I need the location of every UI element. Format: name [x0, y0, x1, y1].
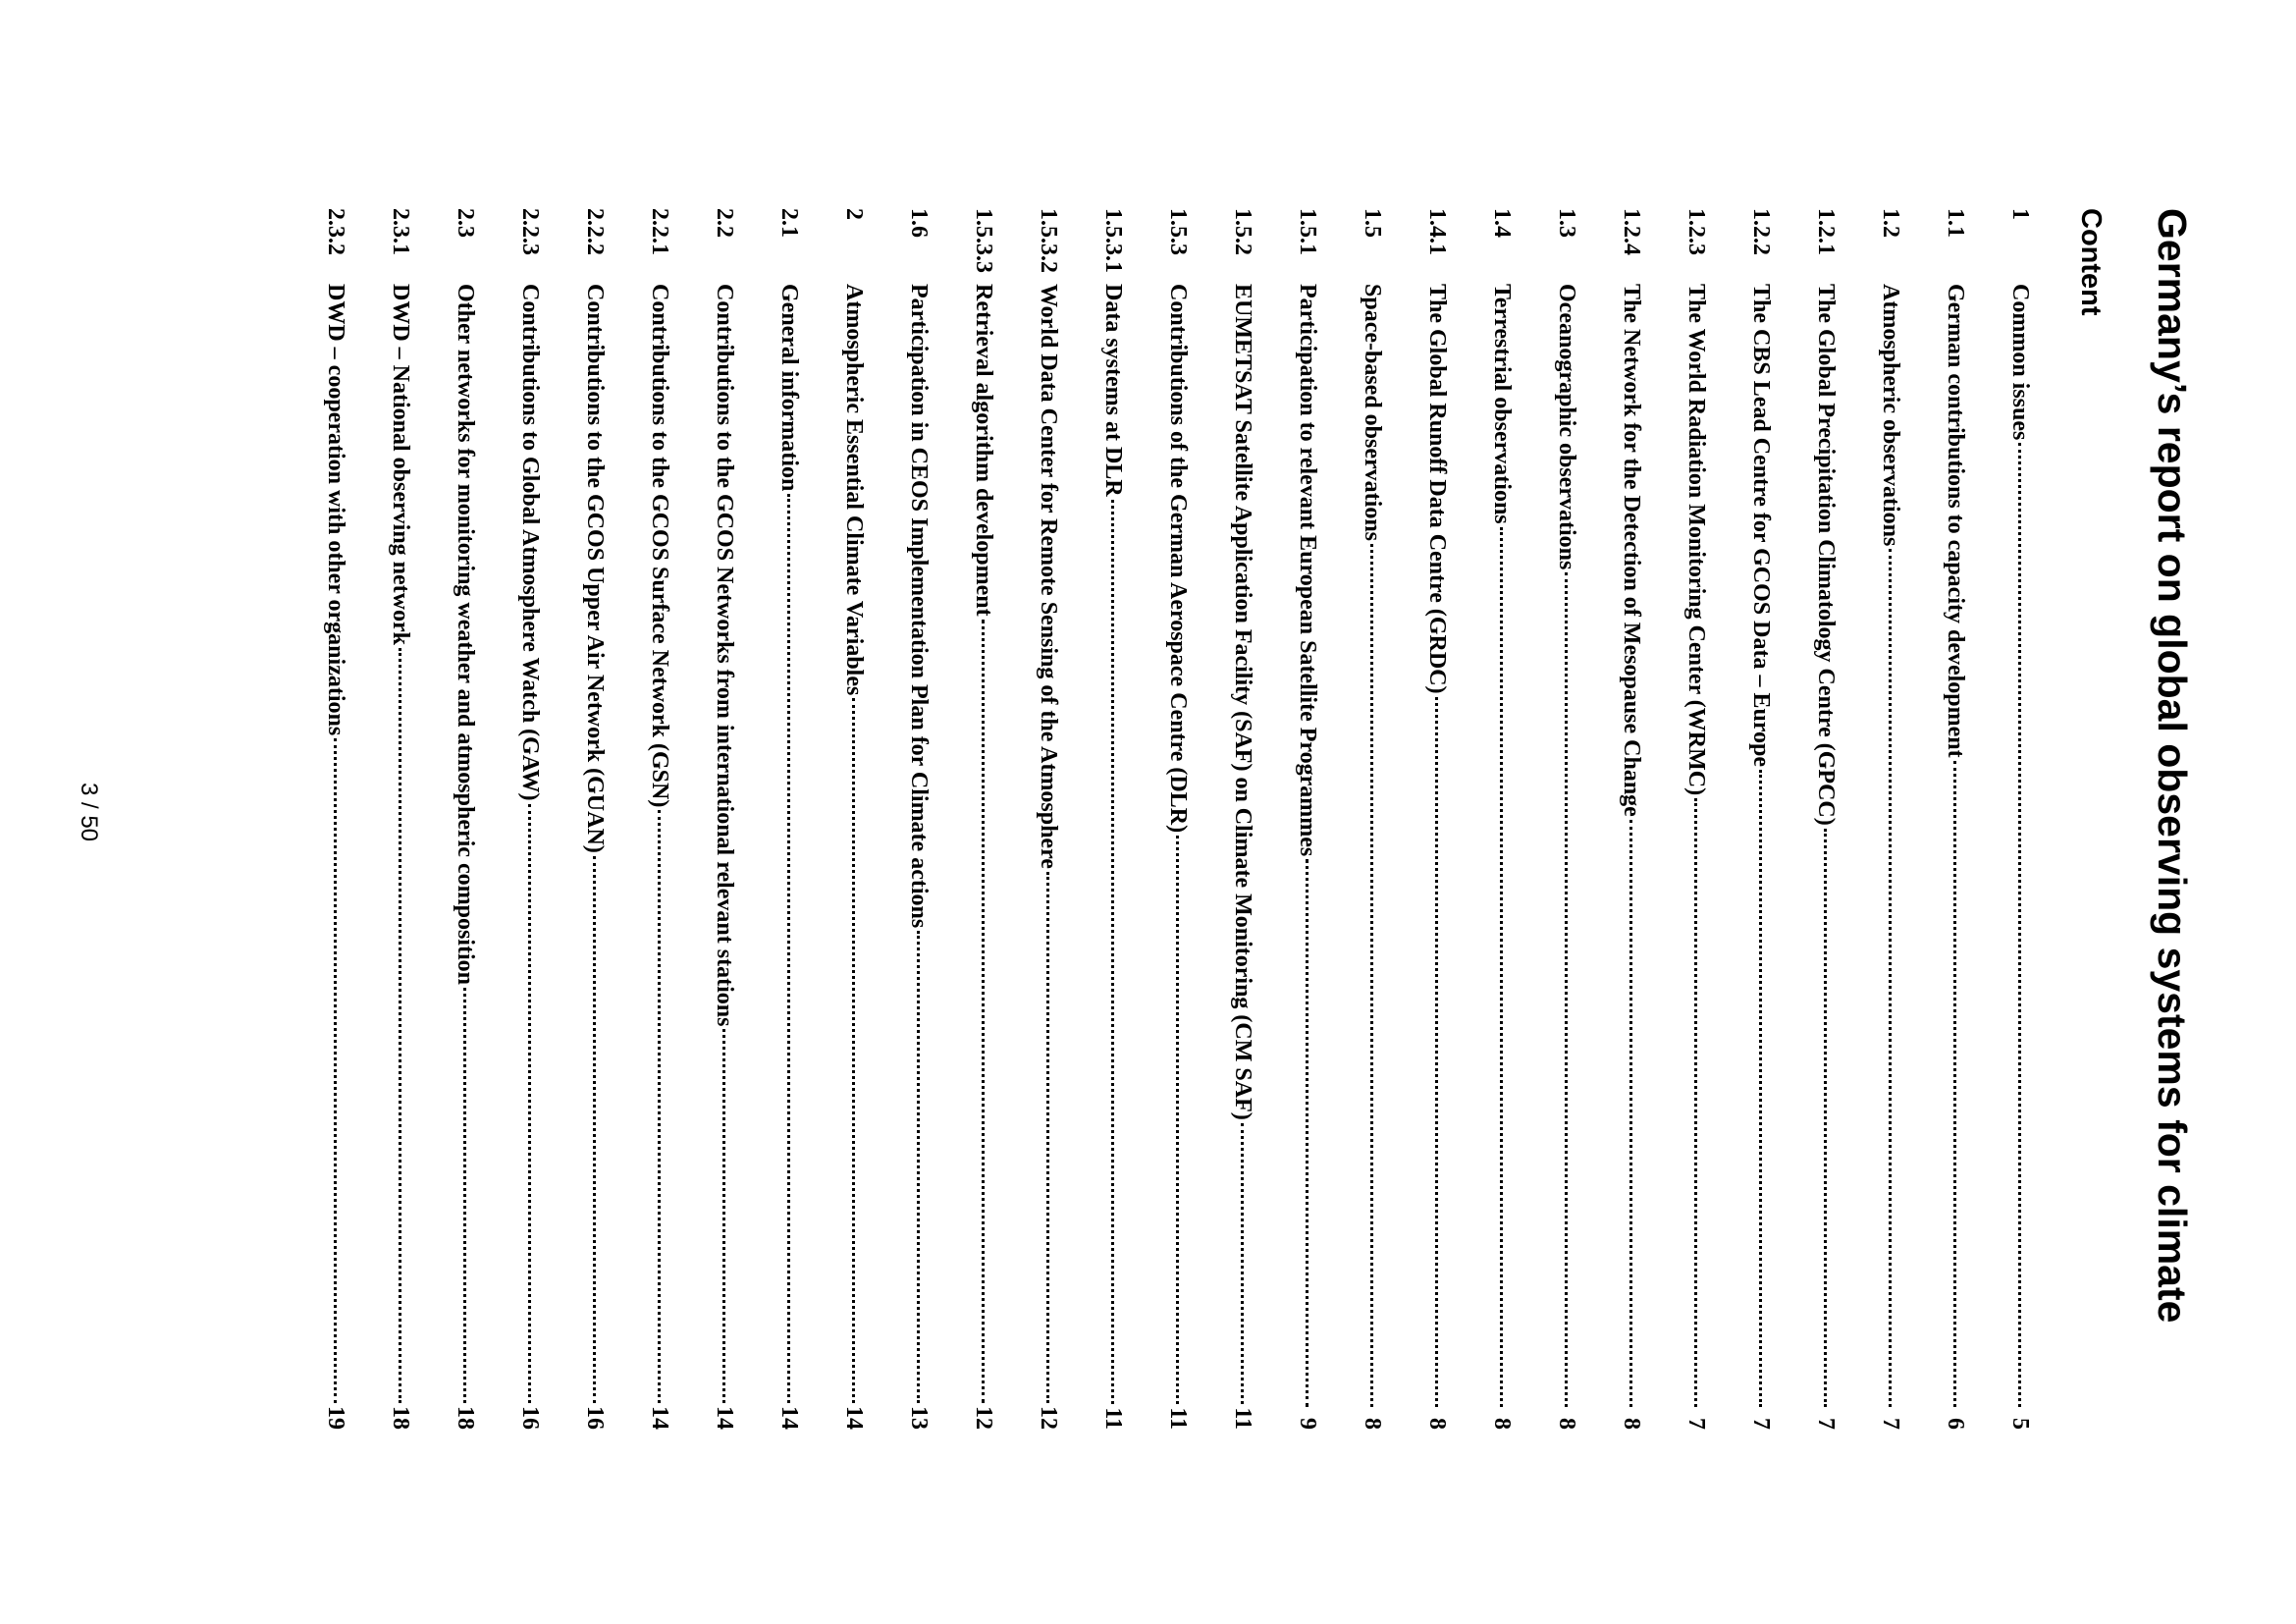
toc-entry[interactable] [869, 208, 934, 1430]
toc-entry[interactable] [350, 208, 415, 1430]
toc-dot-leader [658, 810, 661, 1403]
toc-entry-page: 16 [582, 1406, 608, 1430]
toc-entry[interactable] [1128, 208, 1193, 1430]
toc-entry-number: 1.4 [1489, 208, 1515, 238]
toc-dot-leader [1111, 500, 1114, 1405]
toc-entry[interactable] [1581, 208, 1646, 1430]
toc-entry[interactable] [1646, 208, 1711, 1430]
toc-entry-title: Participation to relevant European Satellite Programmes [1295, 284, 1320, 857]
toc-entry[interactable] [934, 208, 998, 1430]
toc-entry-title: Contributions to the GCOS Upper Air Network (GUAN) [582, 284, 608, 853]
toc-entry-page: 19 [323, 1406, 348, 1430]
toc-dot-leader [1565, 572, 1568, 1407]
toc-entry-title: The Global Runoff Data Centre (GRDC) [1424, 284, 1450, 694]
toc-entry-title: World Data Center for Remote Sensing of the Atmosphere [1036, 284, 1061, 869]
toc-entry-number: 2.1 [776, 208, 802, 238]
toc-entry-page: 7 [1878, 1418, 1903, 1430]
toc-entry-title: The Global Precipitation Climatology Centre (GPCC) [1813, 284, 1839, 826]
toc-entry-title: Common issues [2007, 284, 2033, 441]
toc-entry[interactable] [674, 208, 739, 1430]
toc-entry-page: 8 [1619, 1418, 1644, 1430]
toc-dot-leader [1694, 798, 1697, 1407]
toc-entry[interactable] [545, 208, 610, 1430]
toc-entry-title: German contributions to capacity development [1943, 284, 1968, 758]
toc-entry[interactable] [1711, 208, 1776, 1430]
toc-dot-leader [334, 738, 337, 1403]
toc-entry[interactable] [998, 208, 1063, 1430]
toc-entry-number: 1.5.2 [1230, 208, 1255, 255]
toc-entry-page: 14 [712, 1406, 737, 1430]
toc-entry-title: Contributions to the GCOS Networks from international relevant stations [712, 284, 737, 1027]
toc-entry[interactable] [1452, 208, 1517, 1430]
toc-entry-number: 1.1 [1943, 208, 1968, 238]
toc-entry-title: DWD – cooperation with other organizations [323, 284, 348, 736]
toc-dot-leader [787, 494, 790, 1403]
toc-entry-title: The World Radiation Monitoring Center (WRMC) [1683, 284, 1709, 796]
toc-entry[interactable] [1970, 208, 2035, 1430]
toc-entry-page: 9 [1295, 1418, 1320, 1430]
toc-entry[interactable] [1387, 208, 1452, 1430]
toc-entry-number: 2.3 [453, 208, 478, 238]
toc-entry-number: 1.4.1 [1424, 208, 1450, 255]
toc-entry-page: 14 [776, 1406, 802, 1430]
toc-entry-number: 1 [2007, 208, 2033, 220]
toc-entry-number: 1.3 [1554, 208, 1579, 238]
toc-entry-number: 1.2.1 [1813, 208, 1839, 255]
toc-dot-leader [1629, 820, 1632, 1407]
toc-entry-number: 1.6 [906, 208, 932, 238]
toc-entry-title: DWD – National observing network [388, 284, 413, 646]
toc-dot-leader [1759, 770, 1762, 1407]
toc-entry-page: 12 [1036, 1406, 1061, 1430]
toc-dot-leader [1953, 761, 1956, 1407]
toc-entry-title: Participation in CEOS Implementation Plan for Climate actions [906, 284, 932, 929]
document-title: Germany’s report on global observing systems for climate [2150, 208, 2195, 1324]
toc-entry-number: 1.2.4 [1619, 208, 1644, 255]
toc-dot-leader [1306, 859, 1308, 1407]
toc-dot-leader [528, 804, 531, 1404]
toc-entry[interactable] [1193, 208, 1257, 1430]
toc-dot-leader [593, 856, 596, 1403]
toc-entry[interactable] [610, 208, 674, 1430]
toc-entry[interactable] [415, 208, 480, 1430]
toc-dot-leader [1889, 549, 1892, 1407]
toc-entry-number: 2 [841, 208, 867, 220]
toc-entry-number: 1.2 [1878, 208, 1903, 238]
toc-entry-page: 11 [1165, 1407, 1191, 1430]
toc-entry-title: Oceanographic observations [1554, 284, 1579, 570]
toc-entry[interactable] [804, 208, 869, 1430]
toc-entry-title: Data systems at DLR [1100, 284, 1126, 497]
toc-entry-title: Contributions to Global Atmosphere Watch (GAW) [517, 284, 543, 801]
toc-dot-leader [2018, 443, 2021, 1407]
toc-dot-leader [852, 698, 855, 1403]
toc-entry-page: 8 [1360, 1418, 1385, 1430]
toc-entry[interactable] [1776, 208, 1841, 1430]
toc-entry-title: Atmospheric observations [1878, 284, 1903, 547]
toc-entry-title: Contributions of the German Aerospace Centre (DLR) [1165, 284, 1191, 834]
toc-dot-leader [1046, 872, 1049, 1403]
toc-entry-number: 2.2.2 [582, 208, 608, 255]
toc-entry-page: 16 [517, 1406, 543, 1430]
toc-entry[interactable] [1517, 208, 1581, 1430]
toc-entry-number: 1.5.3.3 [971, 208, 996, 273]
toc-entry-title: Contributions to the GCOS Surface Network (GSN) [647, 284, 672, 808]
toc-dot-leader [1435, 697, 1438, 1407]
toc-entry-number: 1.5.1 [1295, 208, 1320, 255]
toc-entry-number: 2.2 [712, 208, 737, 238]
toc-entry-number: 2.3.1 [388, 208, 413, 255]
toc-entry-title: General information [776, 284, 802, 492]
toc-entry-title: Retrieval algorithm development [971, 284, 996, 617]
toc-entry-number: 1.5.3 [1165, 208, 1191, 255]
toc-entry-number: 1.2.3 [1683, 208, 1709, 255]
toc-dot-leader [1824, 829, 1827, 1407]
toc-entry-page: 18 [388, 1406, 413, 1430]
toc-entry-number: 1.5.3.1 [1100, 208, 1126, 273]
toc-entry[interactable] [739, 208, 804, 1430]
toc-entry[interactable] [286, 208, 350, 1430]
toc-entry-title: Other networks for monitoring weather and atmospheric composition [453, 284, 478, 985]
toc-dot-leader [399, 648, 401, 1403]
toc-entry-page: 8 [1424, 1418, 1450, 1430]
toc-entry[interactable] [1063, 208, 1128, 1430]
toc-entry[interactable] [480, 208, 545, 1430]
toc-entry-page: 7 [1748, 1418, 1774, 1430]
toc-heading: Content [2075, 208, 2107, 316]
toc-entry-number: 1.5.3.2 [1036, 208, 1061, 273]
toc-entry[interactable] [1841, 208, 1905, 1430]
toc-entry-title: The Network for the Detection of Mesopause Change [1619, 284, 1644, 817]
toc-entry-page: 7 [1683, 1418, 1709, 1430]
toc-dot-leader [982, 620, 985, 1403]
toc-entry-title: EUMETSAT Satellite Application Facility (SAF) on Climate Monitoring (CM SAF) [1230, 284, 1255, 1120]
toc-entry-number: 2.3.2 [323, 208, 348, 255]
toc-entry-title: Terrestrial observations [1489, 284, 1515, 524]
page-number: 3 / 50 [76, 782, 102, 842]
toc-entry-page: 8 [1554, 1418, 1579, 1430]
toc-entry-page: 18 [453, 1406, 478, 1430]
toc-dot-leader [463, 988, 466, 1403]
table-of-contents [286, 208, 2035, 1430]
toc-entry-page: 6 [1943, 1418, 1968, 1430]
toc-entry-page: 14 [841, 1406, 867, 1430]
toc-entry-title: Space-based observations [1360, 284, 1385, 542]
toc-entry-page: 12 [971, 1406, 996, 1430]
toc-dot-leader [1176, 836, 1179, 1404]
toc-entry-title: Atmospheric Essential Climate Variables [841, 284, 867, 696]
toc-dot-leader [917, 931, 920, 1403]
toc-entry-page: 14 [647, 1406, 672, 1430]
toc-entry[interactable] [1322, 208, 1387, 1430]
toc-entry-number: 1.2.2 [1748, 208, 1774, 255]
toc-entry[interactable] [1257, 208, 1322, 1430]
toc-dot-leader [1241, 1123, 1244, 1405]
toc-entry-number: 2.2.3 [517, 208, 543, 255]
toc-entry-title: The CBS Lead Centre for GCOS Data – Europe [1748, 284, 1774, 768]
toc-entry-page: 7 [1813, 1418, 1839, 1430]
toc-entry-page: 5 [2007, 1418, 2033, 1430]
toc-entry-page: 11 [1230, 1407, 1255, 1430]
toc-dot-leader [1500, 527, 1503, 1407]
toc-dot-leader [722, 1029, 725, 1403]
toc-entry[interactable] [1905, 208, 1970, 1430]
toc-entry-number: 1.5 [1360, 208, 1385, 238]
toc-entry-page: 11 [1100, 1407, 1126, 1430]
toc-entry-number: 2.2.1 [647, 208, 672, 255]
toc-entry-page: 8 [1489, 1418, 1515, 1430]
toc-entry-page: 13 [906, 1406, 932, 1430]
toc-dot-leader [1370, 544, 1373, 1407]
